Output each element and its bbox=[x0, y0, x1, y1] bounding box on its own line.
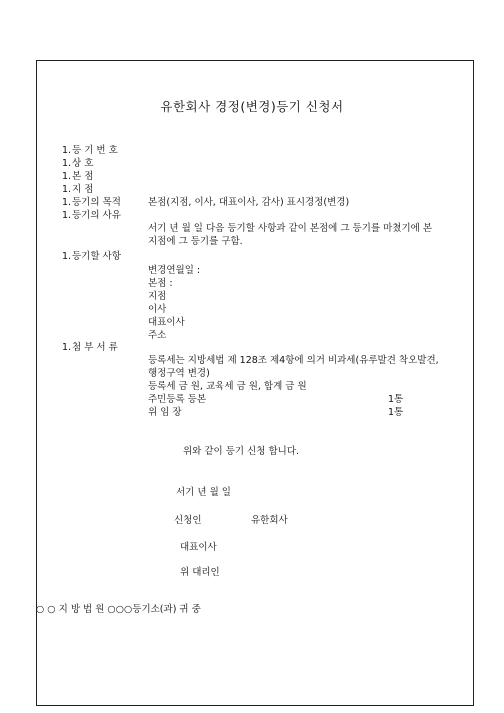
attachment-count: 1통 bbox=[388, 394, 404, 405]
attachment-name: 주민등록 등본 bbox=[148, 394, 207, 405]
applicant-label: 신청인 bbox=[174, 515, 202, 526]
head-office-field: 본점 : bbox=[148, 278, 173, 289]
item-label-branch: 지 점 bbox=[72, 184, 94, 195]
attachment-count: 1통 bbox=[388, 407, 404, 418]
item-value-purpose: 본점(지점, 이사, 대표이사, 감사) 표시경정(변경) bbox=[148, 197, 350, 208]
document-title: 유한회사 경정(변경)등기 신청서 bbox=[160, 99, 344, 114]
attachment-name: 위 임 장 bbox=[148, 407, 182, 418]
item-label-trade-name: 상 호 bbox=[72, 158, 94, 169]
item-number: 1. bbox=[62, 171, 72, 182]
agent-label: 위 대리인 bbox=[180, 567, 220, 578]
applicant-company: 유한회사 bbox=[251, 515, 288, 526]
item-label-attachments: 첨 부 서 류 bbox=[72, 342, 118, 353]
tax-amounts-line: 등록세 금 원, 교육세 금 원, 합계 금 원 bbox=[148, 381, 307, 392]
item-number: 1. bbox=[62, 184, 72, 195]
item-label-purpose: 등기의 목적 bbox=[72, 197, 121, 208]
representative-director-field: 대표이사 bbox=[148, 317, 185, 328]
item-label-registration-number: 등 기 번 호 bbox=[72, 145, 118, 156]
item-label-head-office: 본 점 bbox=[72, 171, 94, 182]
branch-field: 지점 bbox=[148, 291, 167, 302]
item-number: 1. bbox=[62, 251, 72, 262]
director-field: 이사 bbox=[148, 304, 167, 315]
change-date-field: 변경연월일 : bbox=[148, 265, 201, 276]
item-value-reason: 서기 년 월 일 다음 등기할 사항과 같이 본점에 그 등기를 마쳤기에 본 지점에 그 등기를 구함. bbox=[148, 223, 433, 247]
addressee-line: ○ ○ 지 방 법 원 ○○○등기소(과) 귀 중 bbox=[36, 604, 201, 615]
item-number: 1. bbox=[62, 145, 72, 156]
address-field: 주소 bbox=[148, 330, 167, 341]
item-number: 1. bbox=[62, 342, 72, 353]
tax-exemption-note: 등록세는 지방세법 제 128조 제4항에 의거 비과세(유루발견 착오발견, 행정구역 변경) bbox=[148, 355, 439, 379]
item-label-reason: 등기의 사유 bbox=[72, 210, 121, 221]
date-line: 서기 년 월 일 bbox=[176, 487, 231, 498]
item-number: 1. bbox=[62, 197, 72, 208]
item-label-registration-matters: 등기할 사항 bbox=[72, 251, 121, 262]
item-number: 1. bbox=[62, 210, 72, 221]
statement-text: 위와 같이 등기 신청 합니다. bbox=[183, 446, 300, 457]
representative-label: 대표이사 bbox=[180, 542, 217, 553]
item-number: 1. bbox=[62, 158, 72, 169]
